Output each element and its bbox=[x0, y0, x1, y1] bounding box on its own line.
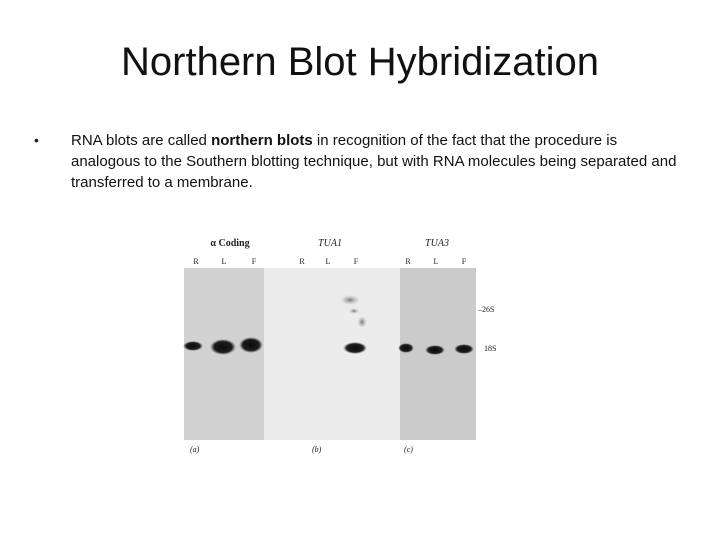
bullet-text-end: in recognition of the fact that the procedure is analogous to the Southern blotting technique, but with RNA molecules being separated and transferred to a membrane. bbox=[71, 132, 677, 191]
marker-18s: 18S bbox=[484, 344, 497, 353]
blot-band bbox=[239, 337, 263, 353]
panel-b-label: (b) bbox=[312, 445, 322, 454]
panel-a-heading: α Coding bbox=[210, 238, 250, 249]
marker-26s: –26S bbox=[478, 305, 495, 314]
lane-label: F bbox=[353, 257, 359, 266]
panel-b-gel bbox=[264, 268, 400, 440]
panel-b-heading: TUA1 bbox=[318, 238, 342, 249]
blot-smear bbox=[349, 308, 359, 314]
northern-blot-figure bbox=[182, 232, 502, 457]
blot-smear bbox=[340, 295, 360, 305]
blot-band bbox=[210, 339, 236, 355]
slide-title: Northern Blot Hybridization bbox=[121, 40, 599, 84]
blot-image bbox=[182, 232, 502, 457]
lane-label: R bbox=[193, 257, 199, 266]
bullet-item bbox=[34, 130, 684, 193]
lane-label: F bbox=[461, 257, 467, 266]
lane-label: L bbox=[433, 257, 439, 266]
lane-label: R bbox=[405, 257, 411, 266]
panel-c-label: (c) bbox=[404, 445, 413, 454]
bullet-text bbox=[71, 130, 684, 193]
bullet-dot: • bbox=[34, 132, 39, 148]
panel-c-heading: TUA3 bbox=[425, 238, 449, 249]
blot-band bbox=[454, 344, 474, 354]
bullet-text-start: RNA blots are called bbox=[71, 132, 212, 149]
bullet-text-bold: northern blots bbox=[211, 132, 313, 149]
lane-label: F bbox=[251, 257, 257, 266]
blot-band bbox=[343, 342, 367, 354]
lane-label: R bbox=[299, 257, 305, 266]
lane-label: L bbox=[325, 257, 331, 266]
blot-smear bbox=[357, 316, 367, 328]
blot-band bbox=[183, 341, 203, 351]
panel-a-label: (a) bbox=[190, 445, 200, 454]
blot-band bbox=[425, 345, 445, 355]
blot-band bbox=[398, 343, 414, 353]
lane-label: L bbox=[221, 257, 227, 266]
